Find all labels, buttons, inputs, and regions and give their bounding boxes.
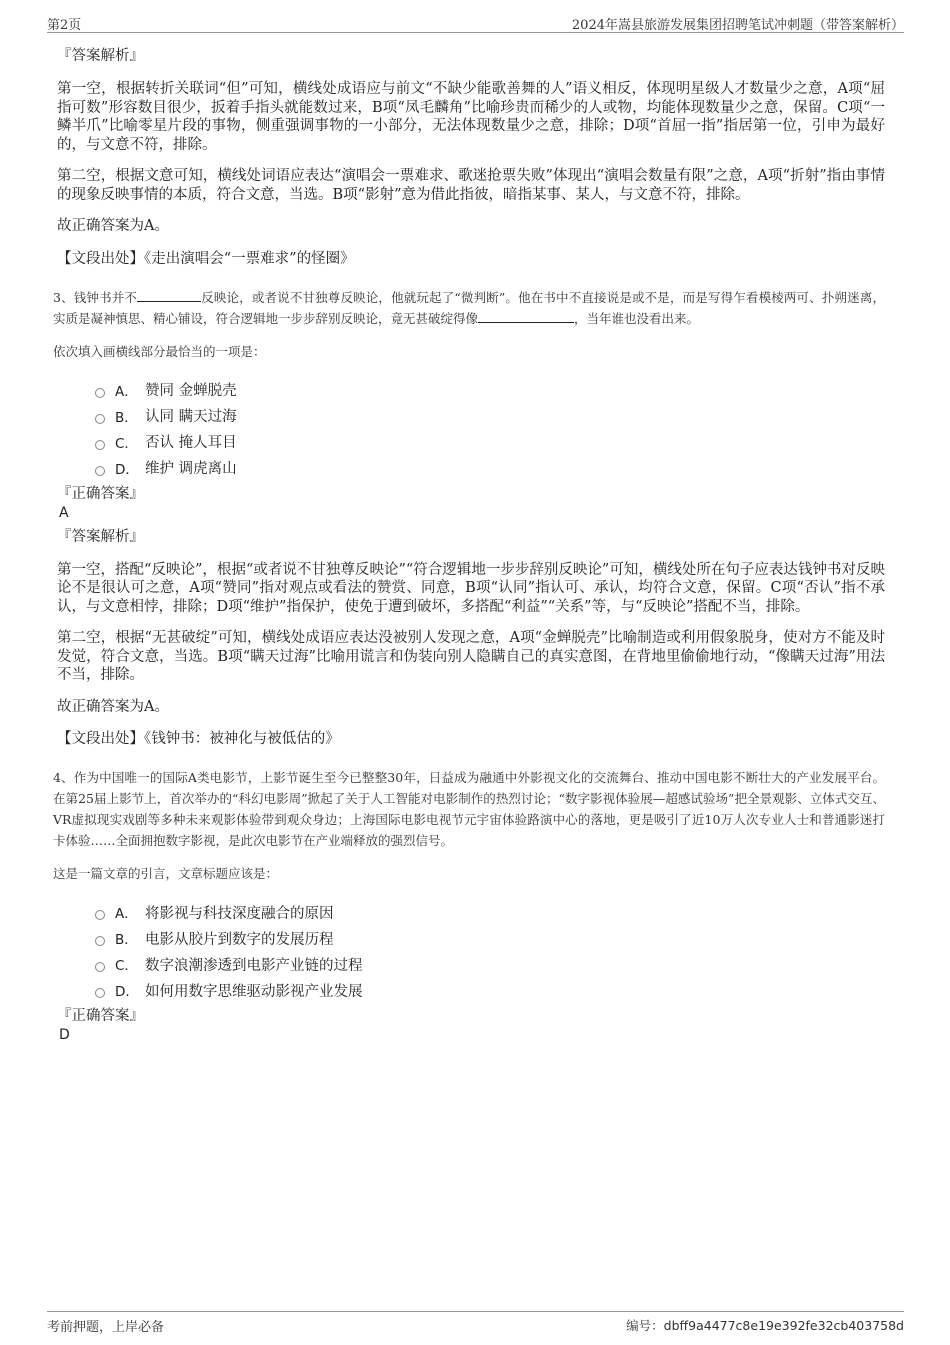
analysis-paragraph: 第一空，搭配“反映论”，根据“或者说不甘独尊反映论”“符合逻辑地一步步辞别反映论”可知，横线处所在句子应表达钱钟书对反映论不是很认可之意，A项“赞同”指对观点或看法的赞赏、同意，B项“认同”指认可、承认，均符合文意，保留。C项“否认”指不承认，与文意相悖，排除；D项“维护”指保护，使免于遭到破坏，多搭配“利益”“关系”等，与“反映论”搭配不当，排除。 [57,561,885,615]
option-text: 数字浪潮渗透到电影产业链的过程 [145,957,363,974]
option-b[interactable] [95,925,885,951]
option-letter: D． [115,984,139,1000]
option-letter: B． [115,409,138,426]
source-citation: 【文段出处】《钱钟书：被神化与被低估的》 [57,731,340,747]
analysis-paragraph: 第一空，根据转折关联词“但”可知，横线处成语应与前文“不缺少能歌善舞的人”语义相反，体现明星级人才数量少之意，A项“屈指可数”形容数目很少，扳着手指头就能数过来，B项“凤毛麟角”比喻珍贵而稀少的人或物，均能体现数量少之意，保留。C项“一鳞半爪”比喻零星片段的事物，侧重强调事物的一小部分，无法体现数量少之意，排除；D项“首屈一指”指居第一位，引申为最好的，与文意不符，排除。 [57,81,885,153]
page-header [47,12,904,33]
source-citation: 【文段出处】《走出演唱会“一票难求”的怪圈》 [57,250,355,267]
question-4-text: 4、作为中国唯一的国际A类电影节，上影节诞生至今已整整30年，日益成为融通中外影视文化的交流舞台、推动中国电影不断壮大的产业发展平台。在第25届上影节上，首次举办的“科幻电影周”掀起了关于人工智能对电影制作的热烈讨论；“数字影视体验展—超感试验场”把全景观影、立体式交互、VR虚拟现实戏剧等多种未来观影体验带到观众身边；上海国际电影电视节元宇宙体验路演中心的落地，更是吸引了近10万人次专业人士和普通影迷打卡体验……全面拥抱数字影视，是此次电影节在产业端释放的强烈信号。 [53,770,885,848]
document-serial: 编号：dbff9a4477c8e19e392fe32cb403758d [626,1318,904,1333]
answer-label: 『正确答案』 [57,1008,144,1024]
analysis-paragraph: 第二空，根据“无甚破绽”可知，横线处成语应表达没被别人发现之意，A项“金蝉脱壳”比喻制造或利用假象脱身，使对方不能及时发觉，符合文意，当选。B项“瞒天过海”比喻用谎言和伪装向别人隐瞒自己的真实意图，在背地里偷偷地行动，“像瞒天过海”用法不当，排除。 [57,630,885,683]
footer-slogan: 考前押题，上岸必备 [47,1320,165,1335]
question-text-part: ，当年谁也没看出来。 [574,310,700,326]
answer-value: A [59,504,69,521]
question-text-part: 3、钱钟书并不 [53,289,138,305]
analysis-label: 『答案解析』 [57,48,144,64]
radio-icon[interactable] [95,988,105,998]
answer-label: 『正确答案』 [57,485,144,502]
option-text: 将影视与科技深度融合的原因 [145,905,334,922]
option-text: 如何用数字思维驱动影视产业发展 [145,983,363,1000]
conclusion-text: 故正确答案为A。 [57,698,169,715]
analysis-paragraph: 第二空，根据文意可知，横线处词语应表达“演唱会一票难求、歌迷抢票失败”体现出“演唱会数量有限”之意，A项“折射”指由事情的现象反映事情的本质，符合文意，当选。B项“影射”意为借此指彼，暗指某事、某人，与文意不符，排除。 [57,168,885,203]
option-letter: D． [115,461,139,478]
option-d[interactable] [95,455,885,481]
radio-icon[interactable] [95,936,105,946]
option-letter: C． [115,958,138,974]
question-3-text [53,287,885,329]
option-letter: C． [115,435,138,452]
radio-icon[interactable] [95,388,105,398]
option-text: 否认 掩人耳目 [145,435,237,451]
option-text: 维护 调虎离山 [145,461,237,477]
option-letter: A． [115,906,138,922]
radio-icon[interactable] [95,414,105,424]
answer-value: D [59,1027,70,1043]
option-b[interactable] [95,403,885,429]
radio-icon[interactable] [95,962,105,972]
document-title: 2024年嵩县旅游发展集团招聘笔试冲刺题（带答案解析） [571,18,904,33]
options-list [95,377,885,481]
option-c[interactable] [95,429,885,455]
analysis-label: 『答案解析』 [57,528,144,545]
option-d[interactable] [95,977,885,1003]
option-text: 赞同 金蝉脱壳 [145,383,237,399]
radio-icon[interactable] [95,466,105,476]
question-prompt: 依次填入画横线部分最恰当的一项是： [53,343,266,359]
option-text: 认同 瞒天过海 [145,409,237,425]
question-prompt: 这是一篇文章的引言，文章标题应该是： [53,866,279,881]
option-text: 电影从胶片到数字的发展历程 [145,931,334,948]
option-letter: A． [115,383,138,400]
page-footer [47,1311,904,1334]
option-a[interactable] [95,899,885,925]
options-list [95,899,885,1003]
fill-blank [478,310,574,323]
page-number: 第2页 [47,18,82,33]
page-content [53,46,885,1049]
option-c[interactable] [95,951,885,977]
question-text-part: 反映论，或者说不甘独尊反映论，他就玩起了“微判断”。他在书中不直接说是或不是，而是写得乍看模棱两可、扑朔迷离，实质是凝神慎思、精心铺设，符合逻辑地一步步辞别反映论，竟无甚破绽得像 [53,289,885,326]
option-letter: B． [115,932,138,948]
radio-icon[interactable] [95,440,105,450]
option-a[interactable] [95,377,885,403]
radio-icon[interactable] [95,910,105,920]
conclusion-text: 故正确答案为A。 [57,218,169,234]
fill-blank [137,289,201,302]
